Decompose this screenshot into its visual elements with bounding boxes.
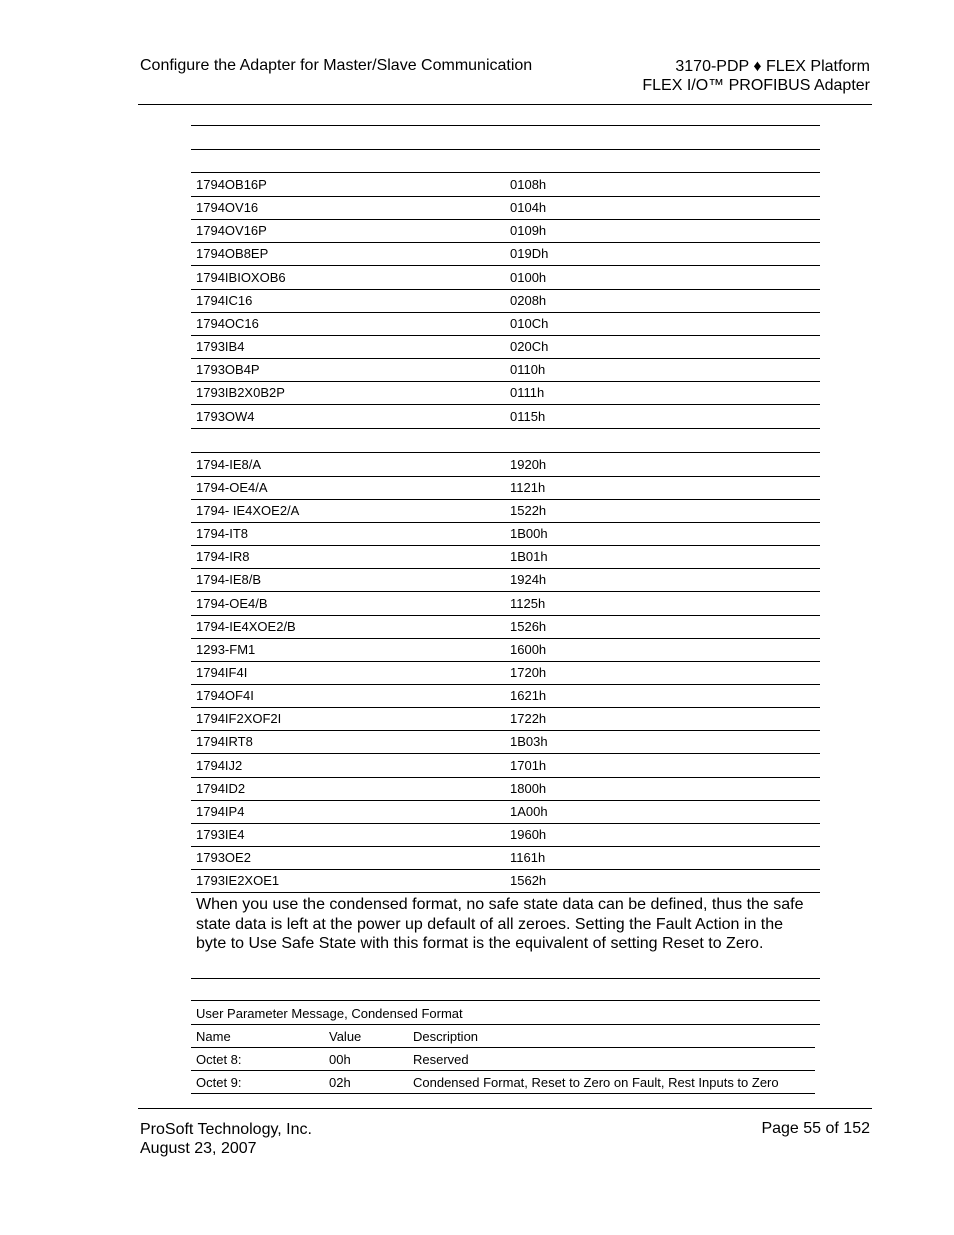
table-row xyxy=(191,707,820,731)
table-row xyxy=(191,335,820,359)
table-row xyxy=(191,358,820,382)
param-value: 00h xyxy=(329,1052,351,1067)
module-id-code: 1701h xyxy=(510,758,547,773)
module-id-code: 0109h xyxy=(510,223,547,238)
table-row xyxy=(191,476,820,500)
module-catalog-number: 1794IJ2 xyxy=(196,758,243,773)
header-product xyxy=(642,57,870,95)
param-value: 02h xyxy=(329,1075,351,1090)
table-row xyxy=(191,196,820,220)
table-section-row xyxy=(191,428,820,453)
param-table-header-row xyxy=(191,1025,815,1048)
param-description: Reserved xyxy=(413,1052,469,1067)
table-row xyxy=(191,242,820,266)
module-id-code: 1920h xyxy=(510,457,547,472)
module-id-code: 0208h xyxy=(510,293,547,308)
table-row xyxy=(191,800,820,824)
table-row xyxy=(191,568,820,592)
module-catalog-number: 1794OC16 xyxy=(196,316,259,331)
module-catalog-number: 1793IB4 xyxy=(196,339,245,354)
table-row xyxy=(191,592,820,616)
module-id-code: 1526h xyxy=(510,619,547,634)
table-row xyxy=(191,777,820,801)
module-id-code: 1562h xyxy=(510,873,547,888)
module-catalog-number: 1794- IE4XOE2/A xyxy=(196,503,300,518)
module-id-code: 1522h xyxy=(510,503,547,518)
module-catalog-number: 1794IP4 xyxy=(196,804,245,819)
module-catalog-number: 1794IF4I xyxy=(196,665,248,680)
module-catalog-number: 1794-IE8/B xyxy=(196,572,262,587)
table-top-rule xyxy=(191,125,820,126)
table-row xyxy=(191,173,820,197)
column-header-value: Value xyxy=(329,1029,362,1044)
module-catalog-number: 1794-OE4/B xyxy=(196,596,268,611)
table-section-row xyxy=(191,149,820,173)
footer-page-number: Page 55 of 152 xyxy=(761,1120,870,1137)
module-catalog-number: 1793OB4P xyxy=(196,362,260,377)
module-id-code: 1B01h xyxy=(510,549,548,564)
footer-left xyxy=(140,1120,312,1158)
module-id-code: 0108h xyxy=(510,177,547,192)
column-header-name: Name xyxy=(196,1029,231,1044)
module-id-code: 1924h xyxy=(510,572,547,587)
module-id-code: 1121h xyxy=(510,480,546,495)
module-id-code: 0111h xyxy=(510,385,545,400)
param-name: Octet 8: xyxy=(196,1052,242,1067)
table-row xyxy=(191,312,820,336)
module-id-code: 1621h xyxy=(510,688,547,703)
module-catalog-number: 1794OF4I xyxy=(196,688,254,703)
module-catalog-number: 1793IE2XOE1 xyxy=(196,873,280,888)
module-id-code: 0104h xyxy=(510,200,547,215)
table-row xyxy=(191,499,820,523)
table-row xyxy=(191,615,820,639)
header-title: Configure the Adapter for Master/Slave Communication xyxy=(140,57,533,74)
param-description: Condensed Format, Reset to Zero on Fault, Rest Inputs to Zero xyxy=(413,1075,779,1090)
table-row xyxy=(191,846,820,870)
table-row xyxy=(191,661,820,685)
module-id-code: 1B03h xyxy=(510,734,548,749)
module-id-code: 020Ch xyxy=(510,339,549,354)
module-id-code: 1A00h xyxy=(510,804,548,819)
module-id-code: 019Dh xyxy=(510,246,549,261)
table-row xyxy=(191,823,820,847)
module-id-code: 1161h xyxy=(510,850,546,865)
module-catalog-number: 1794OV16 xyxy=(196,200,259,215)
table-row xyxy=(191,266,820,290)
module-catalog-number: 1794ID2 xyxy=(196,781,246,796)
module-id-code: 1800h xyxy=(510,781,547,796)
module-catalog-number: 1794OV16P xyxy=(196,223,267,238)
table-row xyxy=(191,381,820,405)
header-product-line1: 3170-PDP ♦ FLEX Platform xyxy=(675,58,870,75)
footer-date: August 23, 2007 xyxy=(140,1140,257,1157)
module-catalog-number: 1793IB2X0B2P xyxy=(196,385,285,400)
table-row xyxy=(191,405,820,429)
footer-divider xyxy=(138,1108,872,1109)
module-catalog-number: 1794-IE8/A xyxy=(196,457,262,472)
module-id-code: 1B00h xyxy=(510,526,548,541)
module-id-code: 1960h xyxy=(510,827,547,842)
module-id-code: 1600h xyxy=(510,642,547,657)
param-table-row xyxy=(191,1071,815,1094)
module-catalog-number: 1794IF2XOF2I xyxy=(196,711,282,726)
module-catalog-number: 1794-IE4XOE2/B xyxy=(196,619,296,634)
module-id-code: 010Ch xyxy=(510,316,549,331)
module-id-code: 1722h xyxy=(510,711,547,726)
table-row xyxy=(191,684,820,708)
condensed-format-note: When you use the condensed format, no safe state data can be defined, thus the safe state data is left at the power up default of all zeroes. Setting the Fault Action in the byte to Use Safe State with this format is the equivalent of setting Reset to Zero. xyxy=(196,896,804,952)
module-id-code: 1125h xyxy=(510,596,546,611)
module-catalog-number: 1793OW4 xyxy=(196,409,255,424)
footer-company: ProSoft Technology, Inc. xyxy=(140,1121,312,1138)
table-row xyxy=(191,545,820,569)
module-catalog-number: 1794-OE4/A xyxy=(196,480,268,495)
table-row xyxy=(191,522,820,546)
table-row xyxy=(191,638,820,662)
module-catalog-number: 1793IE4 xyxy=(196,827,245,842)
note-divider xyxy=(191,978,820,979)
column-header-description: Description xyxy=(413,1029,479,1044)
module-catalog-number: 1794OB16P xyxy=(196,177,267,192)
module-catalog-number: 1794IBIOXOB6 xyxy=(196,270,286,285)
param-table-caption-text: User Parameter Message, Condensed Format xyxy=(196,1006,463,1021)
module-id-code: 0100h xyxy=(510,270,547,285)
module-catalog-number: 1794-IR8 xyxy=(196,549,250,564)
table-row xyxy=(191,754,820,778)
table-row xyxy=(191,289,820,313)
header-divider xyxy=(138,104,872,105)
module-catalog-number: 1794IRT8 xyxy=(196,734,253,749)
module-id-code: 1720h xyxy=(510,665,547,680)
header-product-line2: FLEX I/O™ PROFIBUS Adapter xyxy=(642,77,870,94)
param-table-caption xyxy=(191,1001,820,1025)
module-catalog-number: 1794-IT8 xyxy=(196,526,249,541)
table-row xyxy=(191,453,820,477)
table-row xyxy=(191,219,820,243)
param-name: Octet 9: xyxy=(196,1075,242,1090)
module-catalog-number: 1793OE2 xyxy=(196,850,251,865)
param-table-row xyxy=(191,1048,815,1071)
table-row xyxy=(191,869,820,893)
module-id-code: 0115h xyxy=(510,409,546,424)
module-catalog-number: 1293-FM1 xyxy=(196,642,256,657)
table-row xyxy=(191,730,820,754)
module-catalog-number: 1794OB8EP xyxy=(196,246,269,261)
module-catalog-number: 1794IC16 xyxy=(196,293,253,308)
module-id-code: 0110h xyxy=(510,362,546,377)
